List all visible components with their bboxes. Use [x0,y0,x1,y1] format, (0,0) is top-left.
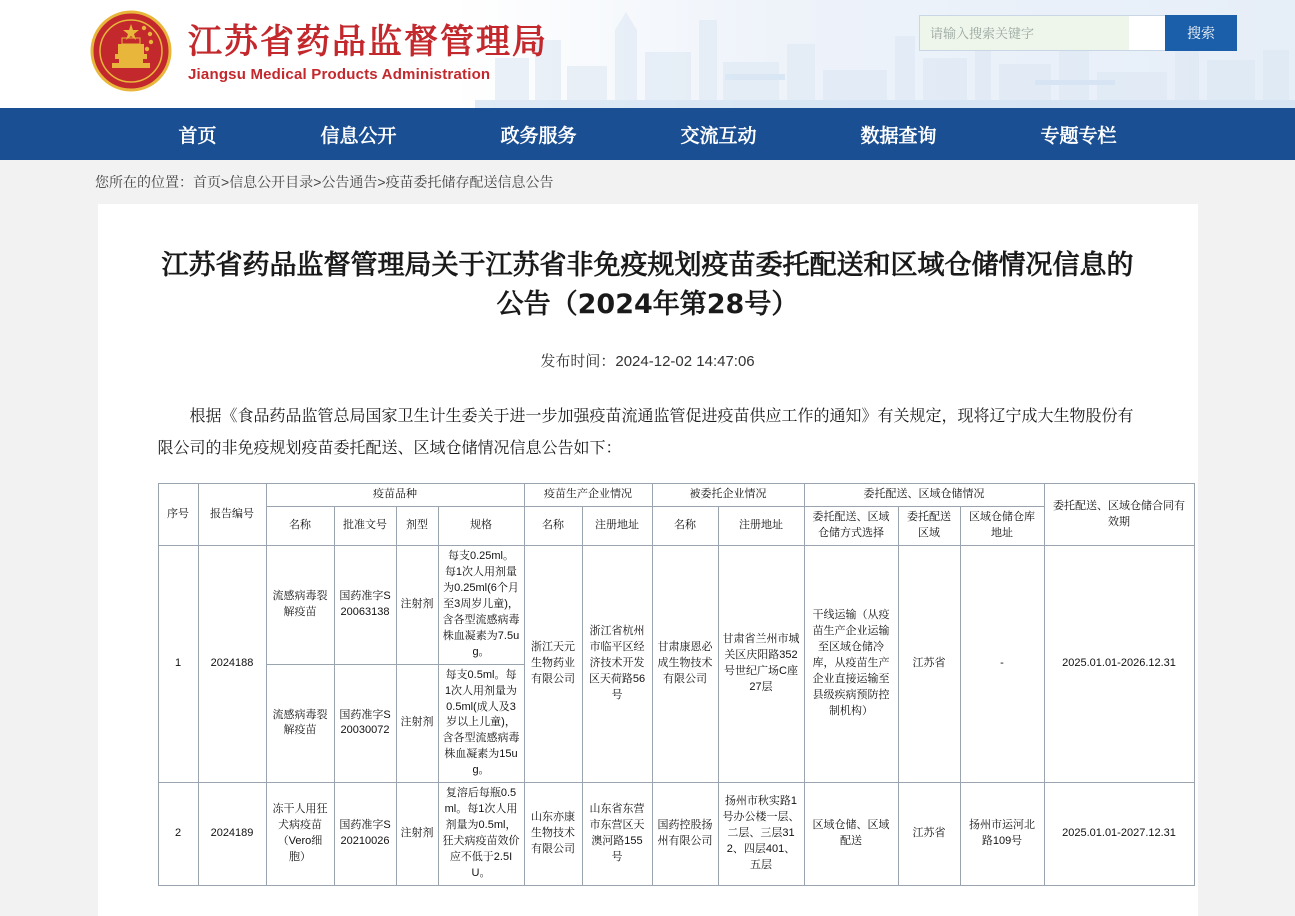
page-title: 江苏省药品监督管理局关于江苏省非免疫规划疫苗委托配送和区域仓储情况信息的公告（2024年第28号） [161,250,1134,321]
cell-spec: 每支0.5ml。每1次人用剂量为0.5ml(成人及3岁以上儿童)，含各型流感病毒株血凝素为15ug。 [438,664,524,783]
breadcrumb-prefix: 您所在的位置： [95,174,193,190]
th-mode: 委托配送、区域仓储方式选择 [804,507,898,546]
site-header [0,0,1295,108]
cell-approval-no: 国药准字S20210026 [334,783,396,886]
th-producer-name: 名称 [524,507,582,546]
breadcrumb-sep-3: > [377,174,386,190]
cell-seq: 1 [158,546,198,783]
th-spec: 规格 [438,507,524,546]
cell-spec: 复溶后每瓶0.5ml。每1次人用剂量为0.5ml，狂犬病疫苗效价应不低于2.5IU。 [438,783,524,886]
nav-item-home[interactable]: 首页 [178,124,217,147]
cell-warehouse-addr: 扬州市运河北路109号 [960,783,1044,886]
cell-area: 江苏省 [898,546,960,783]
main-navigation [0,108,1295,160]
th-producer-addr: 注册地址 [582,507,652,546]
cell-seq: 2 [158,783,198,886]
th-warehouse-addr: 区域仓储仓库地址 [960,507,1044,546]
th-valid-period: 委托配送、区域仓储合同有效期 [1044,484,1194,546]
cell-vaccine-name: 冻干人用狂犬病疫苗（Vero细胞） [266,783,334,886]
national-emblem-icon [88,8,174,94]
cell-report-no: 2024188 [198,546,266,783]
breadcrumb-sep-2: > [313,174,322,190]
table-row [158,546,1194,665]
article-container [98,204,1198,916]
search-box [919,15,1237,51]
breadcrumb [0,172,554,192]
cell-approval-no: 国药准字S20063138 [334,546,396,665]
cell-producer-addr: 浙江省杭州市临平区经济技术开发区天荷路56号 [582,546,652,783]
breadcrumb-item-notices[interactable]: 公告通告 [321,174,378,190]
nav-item-special-topics[interactable]: 专题专栏 [1040,124,1117,147]
th-approval-no: 批准文号 [334,507,396,546]
cell-producer-name: 浙江天元生物药业有限公司 [524,546,582,783]
publish-time-value: 2024-12-02 14:47:06 [615,353,755,371]
table-header-row-sub [158,507,1194,546]
th-vaccine-type-group: 疫苗品种 [266,484,524,507]
cell-valid-period: 2025.01.01-2027.12.31 [1044,783,1194,886]
cell-warehouse-addr: - [960,546,1044,783]
cell-mode: 干线运输（从疫苗生产企业运输至区域仓储冷库，从疫苗生产企业直接运输至县级疾病预防控制机构） [804,546,898,783]
nav-item-data-query[interactable]: 数据查询 [860,124,937,147]
th-seq: 序号 [158,484,198,546]
th-delivery-group: 委托配送、区域仓储情况 [804,484,1044,507]
cell-mode: 区域仓储、区域配送 [804,783,898,886]
publish-time [158,350,1138,371]
cell-spec: 每支0.25ml。每1次人用剂量为0.25ml(6个月至3周岁儿童)，含各型流感病毒株血凝素为7.5ug。 [438,546,524,665]
breadcrumb-item-info-catalog[interactable]: 信息公开目录 [229,174,314,190]
page-background [0,204,1295,916]
brand-block [88,8,548,94]
cell-valid-period: 2025.01.01-2026.12.31 [1044,546,1194,783]
table-row [158,783,1194,886]
publish-time-label: 发布时间： [540,353,616,371]
brand-title-en: Jiangsu Medical Products Administration [188,66,491,84]
nav-item-info-disclosure[interactable]: 信息公开 [320,124,397,147]
th-dosage-form: 剂型 [396,507,438,546]
th-producer-group: 疫苗生产企业情况 [524,484,652,507]
th-report-no: 报告编号 [198,484,266,546]
search-button[interactable]: 搜索 [1165,15,1237,51]
th-entrusted-group: 被委托企业情况 [652,484,804,507]
cell-entrusted-addr: 扬州市秋实路1号办公楼一层、二层、三层312、四层401、五层 [718,783,804,886]
breadcrumb-item-home[interactable]: 首页 [193,174,221,190]
search-spacer [1129,15,1165,51]
cell-report-no: 2024189 [198,783,266,886]
cell-entrusted-name: 甘肃康恩必成生物技术有限公司 [652,546,718,783]
nav-item-government-services[interactable]: 政务服务 [500,124,577,147]
th-entrusted-name: 名称 [652,507,718,546]
cell-entrusted-name: 国药控股扬州有限公司 [652,783,718,886]
th-area: 委托配送区域 [898,507,960,546]
search-input[interactable] [919,15,1129,51]
brand-title-cn: 江苏省药品监督管理局 [188,21,548,62]
th-vaccine-name: 名称 [266,507,334,546]
nav-item-interaction[interactable]: 交流互动 [680,124,757,147]
table-header-row-group [158,484,1194,507]
cell-dosage-form: 注射剂 [396,783,438,886]
cell-vaccine-name: 流感病毒裂解疫苗 [266,664,334,783]
cell-entrusted-addr: 甘肃省兰州市城关区庆阳路352号世纪广场C座27层 [718,546,804,783]
th-entrusted-addr: 注册地址 [718,507,804,546]
cell-producer-addr: 山东省东营市东营区天澳河路155号 [582,783,652,886]
cell-producer-name: 山东亦康生物技术有限公司 [524,783,582,886]
breadcrumb-bar [0,160,1295,204]
vaccine-delivery-table [158,483,1195,886]
cell-dosage-form: 注射剂 [396,664,438,783]
article-paragraph: 根据《食品药品监管总局国家卫生计生委关于进一步加强疫苗流通监管促进疫苗供应工作的通知》有关规定，现将辽宁成大生物股份有限公司的非免疫规划疫苗委托配送、区域仓储情况信息公告如下： [157,408,1134,458]
cell-approval-no: 国药准字S20030072 [334,664,396,783]
breadcrumb-item-current[interactable]: 疫苗委托储存配送信息公告 [385,174,554,190]
table-body [158,546,1194,886]
breadcrumb-sep-1: > [221,174,230,190]
cell-area: 江苏省 [898,783,960,886]
cell-dosage-form: 注射剂 [396,546,438,665]
cell-vaccine-name: 流感病毒裂解疫苗 [266,546,334,665]
